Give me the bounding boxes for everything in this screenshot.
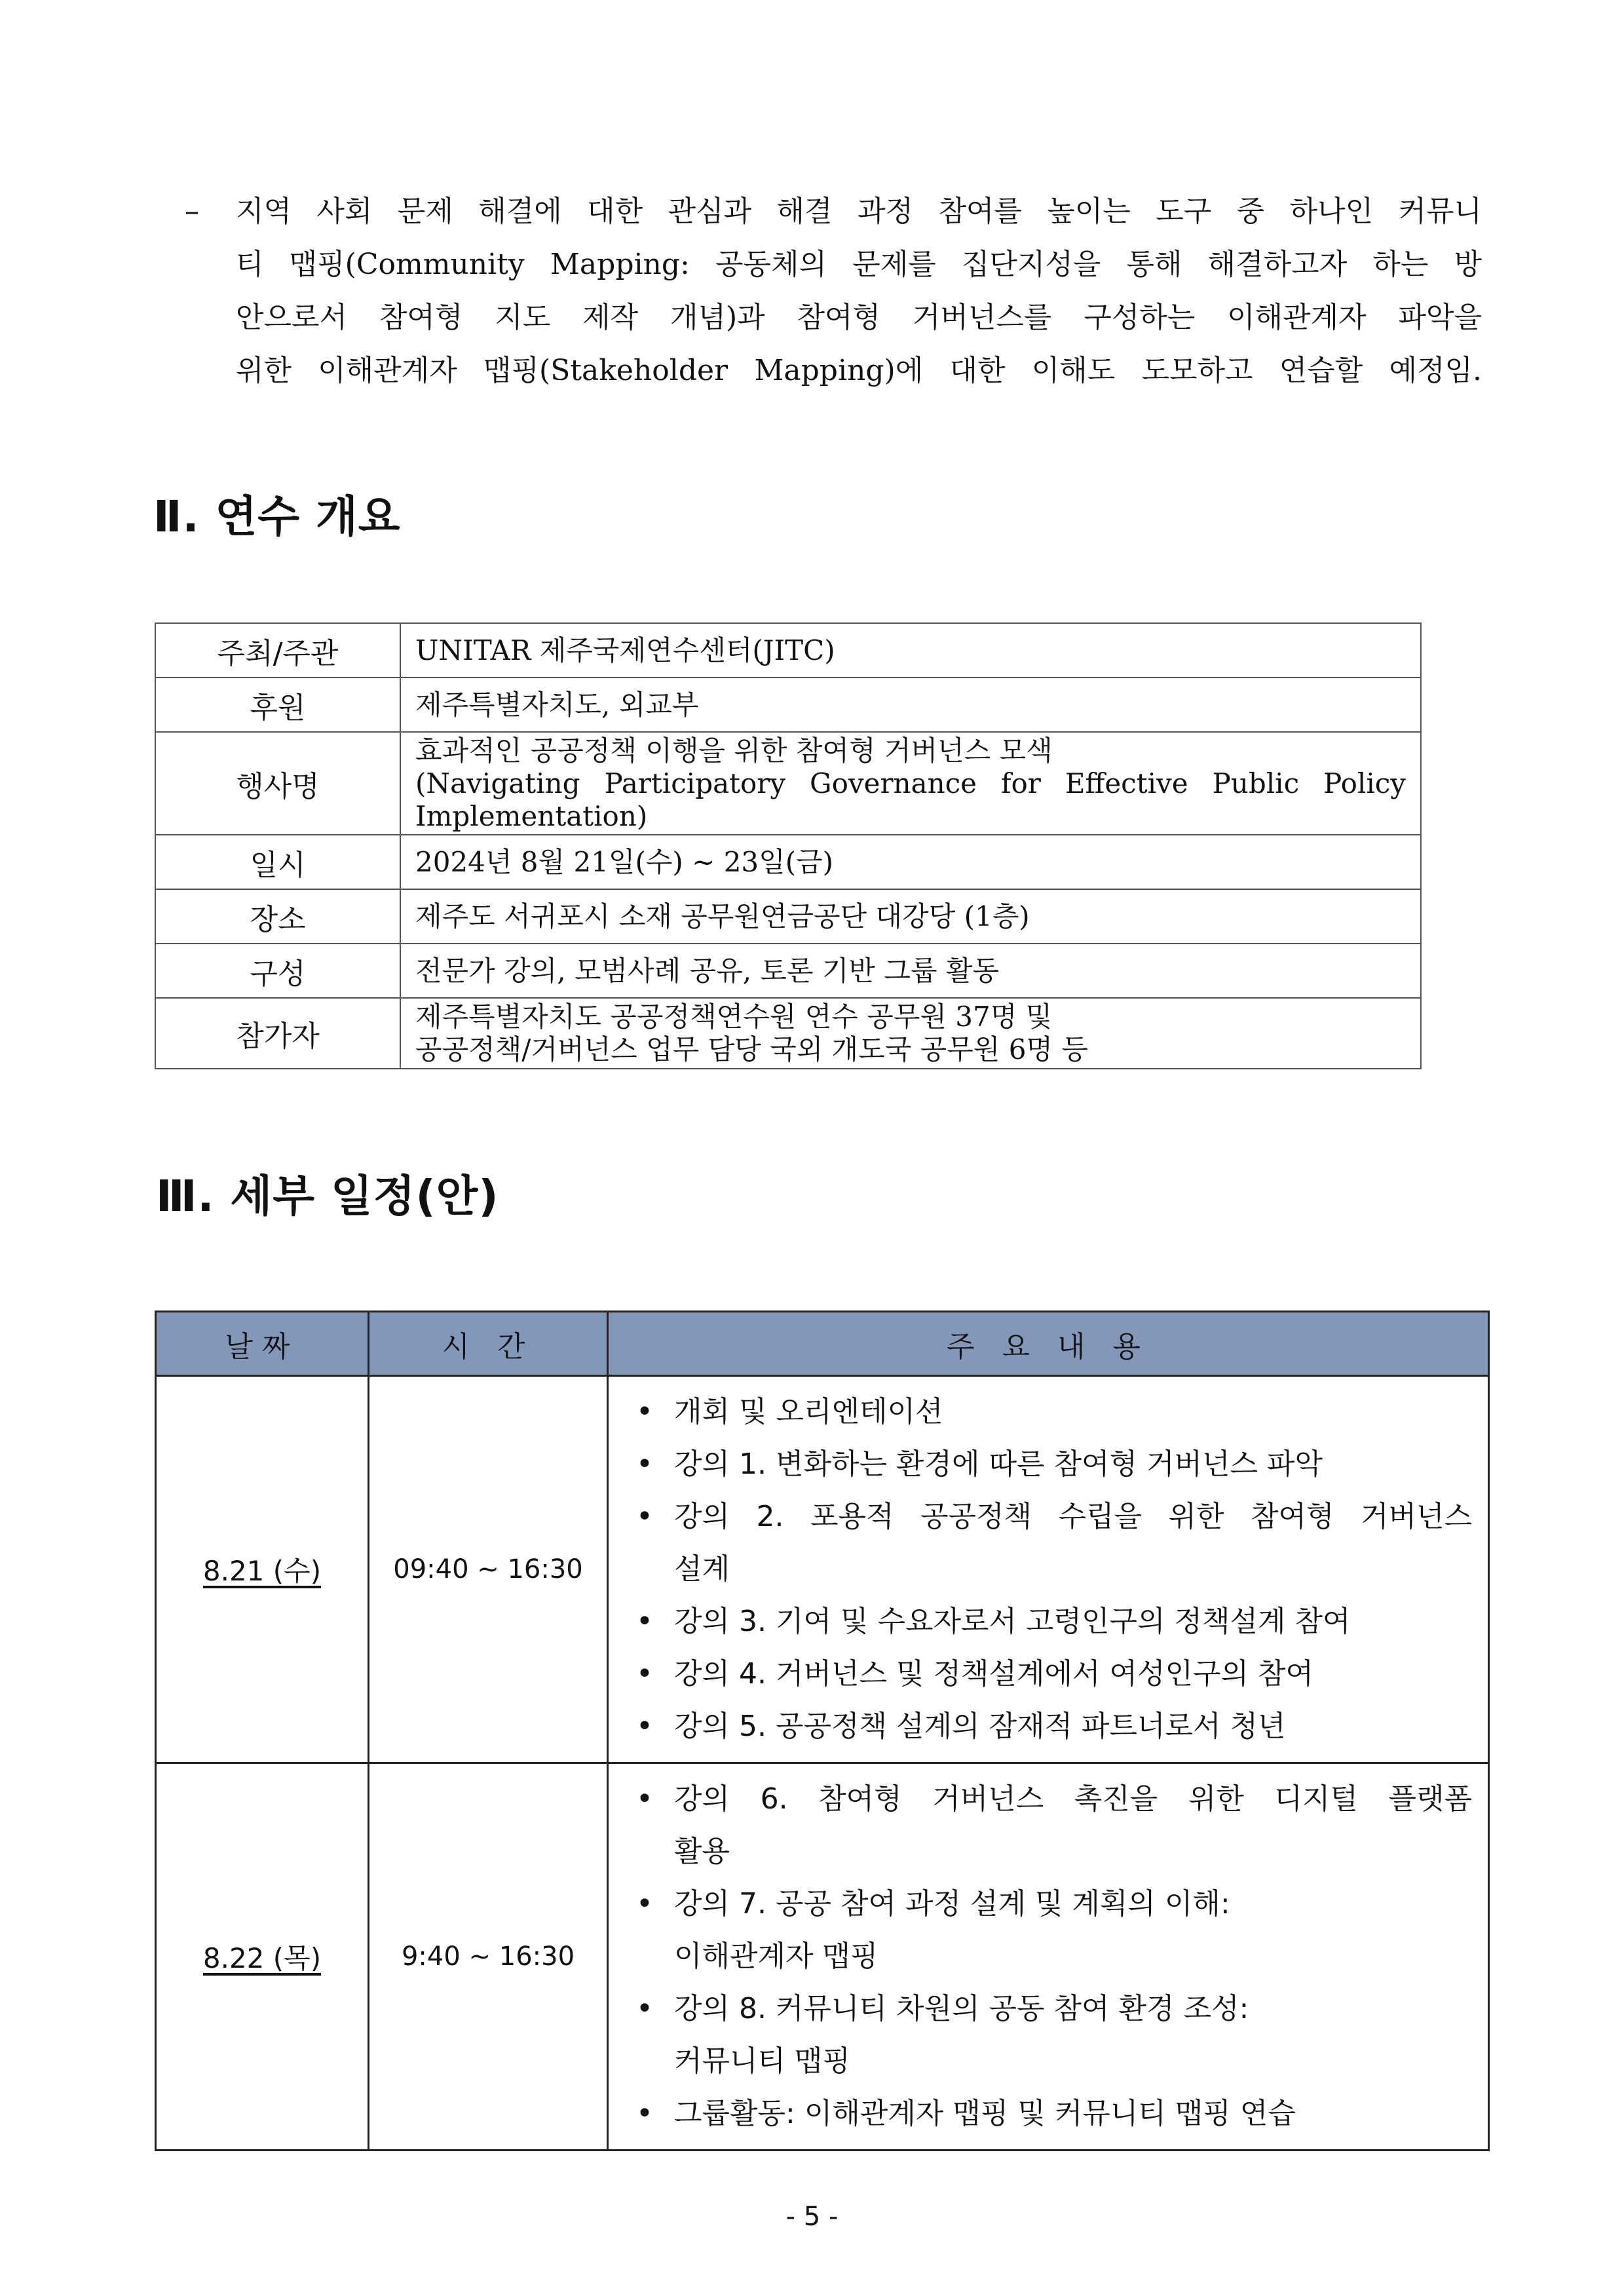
overview-key: 장소	[155, 889, 400, 944]
list-item-text: • 강의 5. 공공정책 설계의 잠재적 파트너로서 청년	[674, 1710, 1286, 1743]
table-row	[155, 944, 1421, 998]
list-item-text: • 강의 8. 커뮤니티 차원의 공동 참여 환경 조성:	[674, 1992, 1249, 2025]
overview-value-line: UNITAR 제주국제연수센터(JITC)	[415, 634, 835, 666]
schedule-header-row	[156, 1312, 1489, 1376]
overview-value-line: Implementation)	[415, 799, 648, 832]
schedule-content	[608, 1763, 1489, 2151]
intro-line: 위한 이해관계자 맵핑(Stakeholder Mapping)에 대한 이해도 도모하고 연습할 예정임.	[236, 354, 1482, 387]
overview-value	[400, 889, 1421, 944]
dash-marker: –	[185, 195, 199, 228]
list-item	[624, 1700, 1472, 1753]
list-item	[624, 1491, 1472, 1596]
list-item-text: • 그룹활동: 이해관계자 맵핑 및 커뮤니티 맵핑 연습	[674, 2097, 1296, 2130]
intro-line: 안으로서 참여형 지도 제작 개념)과 참여형 거버넌스를 구성하는 이해관계자 파악을	[236, 301, 1482, 334]
table-row	[155, 998, 1421, 1069]
list-item	[624, 1878, 1472, 1983]
column-header-content: 주 요 내 용	[608, 1312, 1489, 1376]
overview-value	[400, 732, 1421, 835]
overview-value-line: 제주도 서귀포시 소재 공무원연금공단 대강당 (1층)	[415, 900, 1030, 932]
list-item-text: • 강의 1. 변화하는 환경에 따른 참여형 거버넌스 파악	[674, 1447, 1323, 1481]
list-item-text: • 강의 4. 거버넌스 및 정책설계에서 여성인구의 참여	[674, 1657, 1313, 1691]
overview-value	[400, 623, 1421, 678]
section-2-heading: Ⅱ. 연수 개요	[153, 491, 401, 542]
overview-value-line: 제주특별자치도 공공정책연수원 연수 공무원 37명 및	[415, 1001, 1053, 1033]
page-number: - 5 -	[785, 2202, 839, 2232]
list-item	[624, 1386, 1472, 1438]
table-row	[155, 678, 1421, 732]
overview-value	[400, 835, 1421, 889]
list-item	[624, 1438, 1472, 1491]
schedule-item-list	[624, 1386, 1472, 1753]
list-item-text: • 강의 2. 포용적 공공정책 수립을 위한 참여형 거버넌스	[674, 1500, 1472, 1533]
list-item	[624, 2088, 1472, 2140]
table-row	[155, 732, 1421, 835]
overview-value	[400, 678, 1421, 732]
list-item-text: • 강의 7. 공공 참여 과정 설계 및 계획의 이해:	[674, 1887, 1230, 1921]
schedule-time: 09:40 ~ 16:30	[369, 1376, 608, 1763]
overview-value-line: (Navigating Participatory Governance for Effective Public Policy	[415, 767, 1406, 799]
overview-key: 주최/주관	[155, 623, 400, 678]
list-item	[624, 1596, 1472, 1648]
list-item-text: 설계	[674, 1552, 730, 1586]
list-item-text: 커뮤니티 맵핑	[674, 2044, 851, 2078]
intro-line: 티 맵핑(Community Mapping: 공동체의 문제를 집단지성을 통해 해결하고자 하는 방	[236, 248, 1482, 281]
list-item-text: 이해관계자 맵핑	[674, 1940, 878, 1973]
overview-value	[400, 944, 1421, 998]
schedule-table	[155, 1311, 1490, 2151]
schedule-date	[156, 1763, 369, 2151]
list-item	[624, 1773, 1472, 1878]
schedule-time: 9:40 ~ 16:30	[369, 1763, 608, 2151]
overview-value-line: 2024년 8월 21일(수) ~ 23일(금)	[415, 845, 834, 878]
list-item-text: • 강의 3. 기여 및 수요자로서 고령인구의 정책설계 참여	[674, 1605, 1351, 1638]
schedule-content	[608, 1376, 1489, 1763]
overview-value-line: 제주특별자치도, 외교부	[415, 688, 699, 721]
column-header-time: 시 간	[369, 1312, 608, 1376]
table-row	[156, 1376, 1489, 1763]
overview-value-line: 공공정책/거버넌스 업무 담당 국외 개도국 공무원 6명 등	[415, 1033, 1088, 1065]
overview-table	[155, 622, 1422, 1069]
schedule-date-text: 8.21 (수)	[202, 1555, 322, 1587]
overview-value-line: 효과적인 공공정책 이행을 위한 참여형 거버넌스 모색	[415, 734, 1053, 767]
table-row	[155, 835, 1421, 889]
overview-key: 참가자	[155, 998, 400, 1069]
table-row	[155, 889, 1421, 944]
list-item-text: 활용	[674, 1835, 730, 1868]
list-item	[624, 1983, 1472, 2088]
overview-value-line: 전문가 강의, 모범사례 공유, 토론 기반 그룹 활동	[415, 954, 1000, 987]
table-row	[156, 1763, 1489, 2151]
list-item-text: • 개회 및 오리엔테이션	[674, 1395, 943, 1428]
section-3-heading: Ⅲ. 세부 일정(안)	[156, 1171, 499, 1221]
column-header-date: 날짜	[156, 1312, 369, 1376]
schedule-item-list	[624, 1773, 1472, 2140]
overview-key: 구성	[155, 944, 400, 998]
overview-value	[400, 998, 1421, 1069]
table-row	[155, 623, 1421, 678]
schedule-date-text: 8.22 (목)	[202, 1942, 322, 1974]
intro-paragraph	[185, 185, 1482, 397]
list-item	[624, 1648, 1472, 1700]
overview-key: 일시	[155, 835, 400, 889]
intro-line: 지역 사회 문제 해결에 대한 관심과 해결 과정 참여를 높이는 도구 중 하나인 커뮤니	[236, 195, 1482, 228]
overview-key: 행사명	[155, 732, 400, 835]
overview-key: 후원	[155, 678, 400, 732]
schedule-date	[156, 1376, 369, 1763]
list-item-text: • 강의 6. 참여형 거버넌스 촉진을 위한 디지털 플랫폼	[674, 1782, 1472, 1816]
